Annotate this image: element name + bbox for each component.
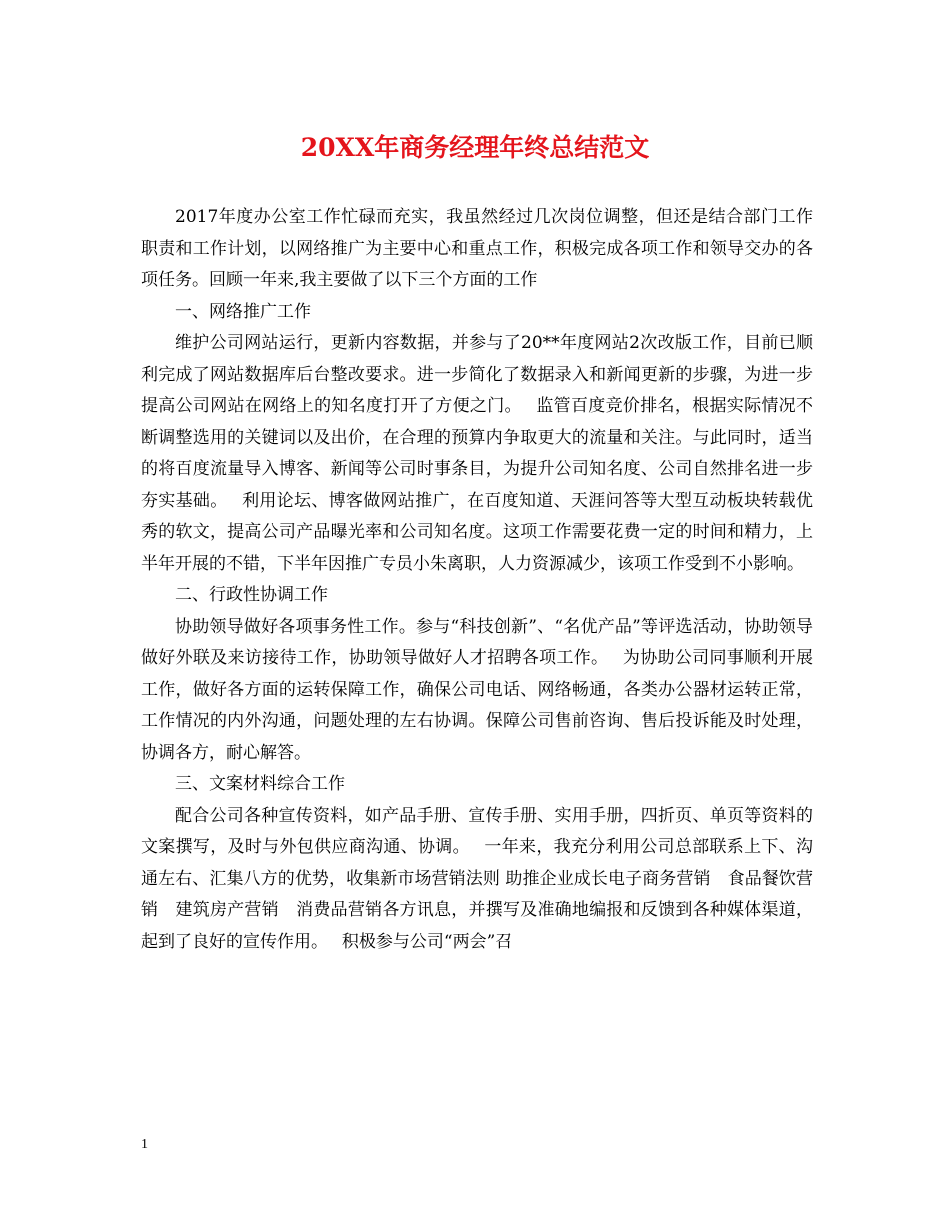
admin-paragraph: 协助领导做好各项事务性工作。参与“科技创新”、“名优产品”等评选活动，协助领导做好外联及来访接待工作，协助领导做好人才招聘各项工作。 为协助公司同事顺利开展工作，做好各方面的运转保障工作，确保公司电话、网络畅通，各类办公器材运转正常，工作情况的内外沟通，问题处理的左右协调。保障公司售前咨询、售后投诉能及时处理，协调各方，耐心解答。 bbox=[141, 616, 813, 763]
copywriting-paragraph: 配合公司各种宣传资料，如产品手册、宣传手册、实用手册，四折页、单页等资料的文案撰写，及时与外包供应商沟通、协调。 一年来，我充分利用公司总部联系上下、沟通左右、汇集八方的优势，收集新市场营销法则 助推企业成长电子商务营销 食品餐饮营销 建筑房产营销 消费品营销各方讯息，并撰写及准确地编报和反馈到各种媒体渠道，起到了良好的宣传作用。 积极参与公司“两会”召 bbox=[141, 805, 813, 952]
section-heading-admin: 二、行政性协调工作 bbox=[175, 585, 328, 605]
document-title: 20XX年商务经理年终总结范文 bbox=[300, 133, 650, 162]
intro-paragraph: 2017年度办公室工作忙碌而充实，我虽然经过几次岗位调整，但还是结合部门工作职责和工作计划，以网络推广为主要中心和重点工作，积极完成各项工作和领导交办的各项任务。回顾一年来,我主要做了以下三个方面的工作 bbox=[141, 207, 813, 290]
network-paragraph: 维护公司网站运行，更新内容数据，并参与了20**年度网站2次改版工作，目前已顺利完成了网站数据库后台整改要求。进一步简化了数据录入和新闻更新的步骤，为进一步提高公司网站在网络上的知名度打开了方便之门。 监管百度竞价排名，根据实际情况不断调整选用的关键词以及出价，在合理的预算内争取更大的流量和关注。与此同时，适当的将百度流量导入博客、新闻等公司时事条目，为提升公司知名度、公司自然排名进一步夯实基础。 利用论坛、博客做网站推广，在百度知道、天涯问答等大型互动板块转载优秀的软文，提高公司产品曝光率和公司知名度。这项工作需要花费一定的时间和精力，上半年开展的不错，下半年因推广专员小朱离职，人力资源减少，该项工作受到不小影响。 bbox=[141, 333, 813, 574]
document-body bbox=[141, 202, 813, 958]
section-heading-copywriting: 三、文案材料综合工作 bbox=[175, 774, 345, 794]
page-number: 1 bbox=[141, 1137, 148, 1152]
section-heading-network: 一、网络推广工作 bbox=[175, 301, 311, 322]
